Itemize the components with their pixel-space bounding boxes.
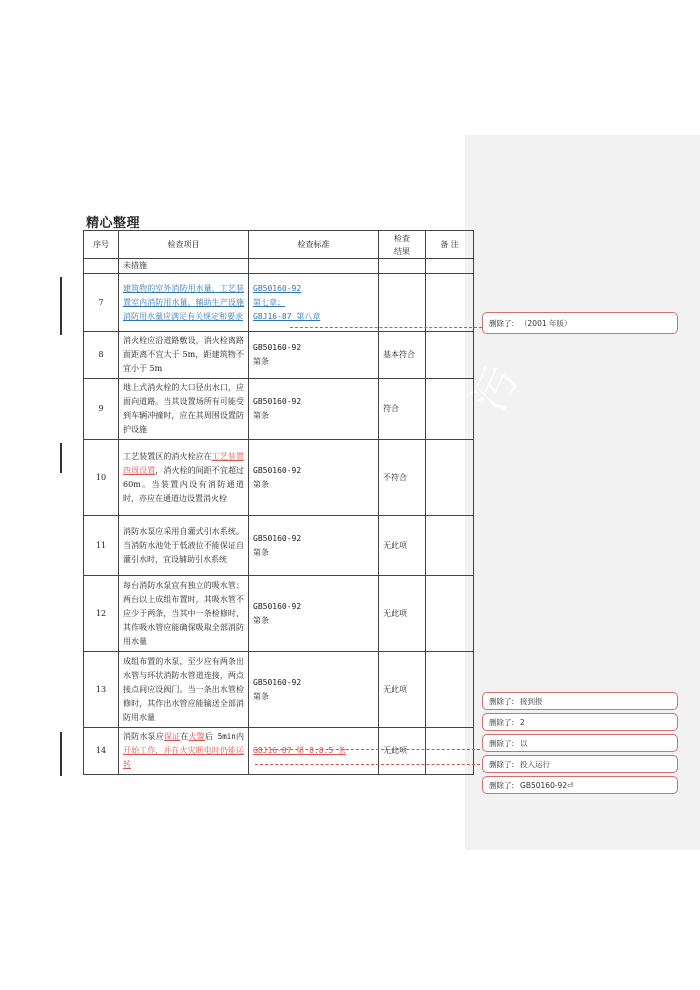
cell-item: 建筑物的室外消防用水量，工艺装置室内消防用水量，辅助生产设施消防用水量应满足有关规定和要求 <box>119 274 249 332</box>
deletion-comment[interactable]: 删除了: 接到报 <box>482 692 678 710</box>
table-row <box>84 332 474 379</box>
table-row <box>84 274 474 332</box>
page-title: 精心整理 <box>86 216 141 231</box>
cell-standard: GB50160-92 第条 <box>249 516 379 576</box>
comment-connector <box>290 327 482 328</box>
cell-item: 消防水泵应采用自灌式引水系统。当消防水池处于低液位不能保证自灌引水时，宜设辅助引水系统 <box>119 516 249 576</box>
deletion-comment[interactable]: 删除了: （2001 年版） <box>482 312 678 334</box>
cell-no: 13 <box>84 652 119 728</box>
cell-result: 无此项 <box>379 728 426 775</box>
cell-item: 工艺装置区的消火栓应在工艺装置四周设置，消火栓的间距不宜超过 60m。当装置内设有消防通道时，亦应在通道边设置消火栓 <box>119 440 249 516</box>
cell-standard: GB50160-92 第条 <box>249 379 379 440</box>
header-no: 序号 <box>84 231 119 259</box>
deletion-comment[interactable]: 删除了: 2 <box>482 713 678 731</box>
cell-result <box>379 274 426 332</box>
table-row <box>84 576 474 652</box>
cell-no: 14 <box>84 728 119 775</box>
cell-result: 基本符合 <box>379 332 426 379</box>
cell-item: 每台消防水泵宜有独立的吸水管；两台以上成组布置时，其吸水管不应少于两条，当其中一条检修时，其作吸水管应能确保吸取全部消防用水量 <box>119 576 249 652</box>
table-row <box>84 259 474 274</box>
table-row <box>84 652 474 728</box>
cell-no: 7 <box>84 274 119 332</box>
cell-remark <box>426 516 474 576</box>
cell-result: 无此项 <box>379 576 426 652</box>
header-result: 检查 结果 <box>379 231 426 259</box>
header-standard: 检查标准 <box>249 231 379 259</box>
cell-standard: GB50160-92 第七章； GBJ16-87 第八章 <box>249 274 379 332</box>
cell-standard: GBJ16-87 第 8.8.5 条 <box>249 728 379 775</box>
cell-standard: GB50160-92 第条 <box>249 652 379 728</box>
watermark: 污 <box>463 358 529 420</box>
comment-connector <box>255 764 480 765</box>
cell-no: 12 <box>84 576 119 652</box>
cell-remark <box>426 652 474 728</box>
cell-remark <box>426 274 474 332</box>
cell-result: 无此项 <box>379 652 426 728</box>
cell-item: 地上式消火栓的大口径出水口，应面向道路。当其设置场所有可能受到车辆冲撞时，应在其周围设置防护设施 <box>119 379 249 440</box>
change-bar <box>60 732 62 776</box>
change-bar <box>60 443 62 473</box>
cell-result: 符合 <box>379 379 426 440</box>
table-row <box>84 728 474 775</box>
cell-remark <box>426 379 474 440</box>
cell-no: 9 <box>84 379 119 440</box>
deletion-comment[interactable]: 删除了: GB50160-92⏎ <box>482 776 678 794</box>
comment-connector <box>255 749 480 750</box>
cell-no: 10 <box>84 440 119 516</box>
cell-remark <box>426 576 474 652</box>
table-row <box>84 516 474 576</box>
header-item: 检查项目 <box>119 231 249 259</box>
change-bar <box>60 277 62 335</box>
deletion-comment[interactable]: 删除了: 投入运行 <box>482 755 678 773</box>
cell-remark <box>426 728 474 775</box>
table-row <box>84 379 474 440</box>
cell-standard: GB50160-92 第条 <box>249 332 379 379</box>
cell-result: 无此项 <box>379 516 426 576</box>
cell-no: 11 <box>84 516 119 576</box>
cell-remark <box>426 332 474 379</box>
cell-remark <box>426 440 474 516</box>
cell-standard: GB50160-92 第条 <box>249 576 379 652</box>
table-row <box>84 440 474 516</box>
cell-result: 不符合 <box>379 440 426 516</box>
cell-standard: GB50160-92 第条 <box>249 440 379 516</box>
cell-item: 消防水泵应保证在火警后 5min内开始工作，并在火灾断电时仍能运转 <box>119 728 249 775</box>
table-header-row <box>84 231 474 259</box>
inspection-table <box>83 230 474 775</box>
deletion-comment[interactable]: 删除了: 以 <box>482 734 678 752</box>
cell-no: 8 <box>84 332 119 379</box>
header-remark: 备 注 <box>426 231 474 259</box>
cell-continuation: 未措施 <box>119 259 249 274</box>
cell-item: 成组布置的水泵，至少应有两条出水管与环状消防水管道连接，两点接点间应设阀门。当一条出水管检修时，其作出水管应能输送全部消防用水量 <box>119 652 249 728</box>
cell-item: 消火栓应沿道路敷设，消火栓离路面距离不宜大于 5m，距建筑物不宜小于 5m <box>119 332 249 379</box>
